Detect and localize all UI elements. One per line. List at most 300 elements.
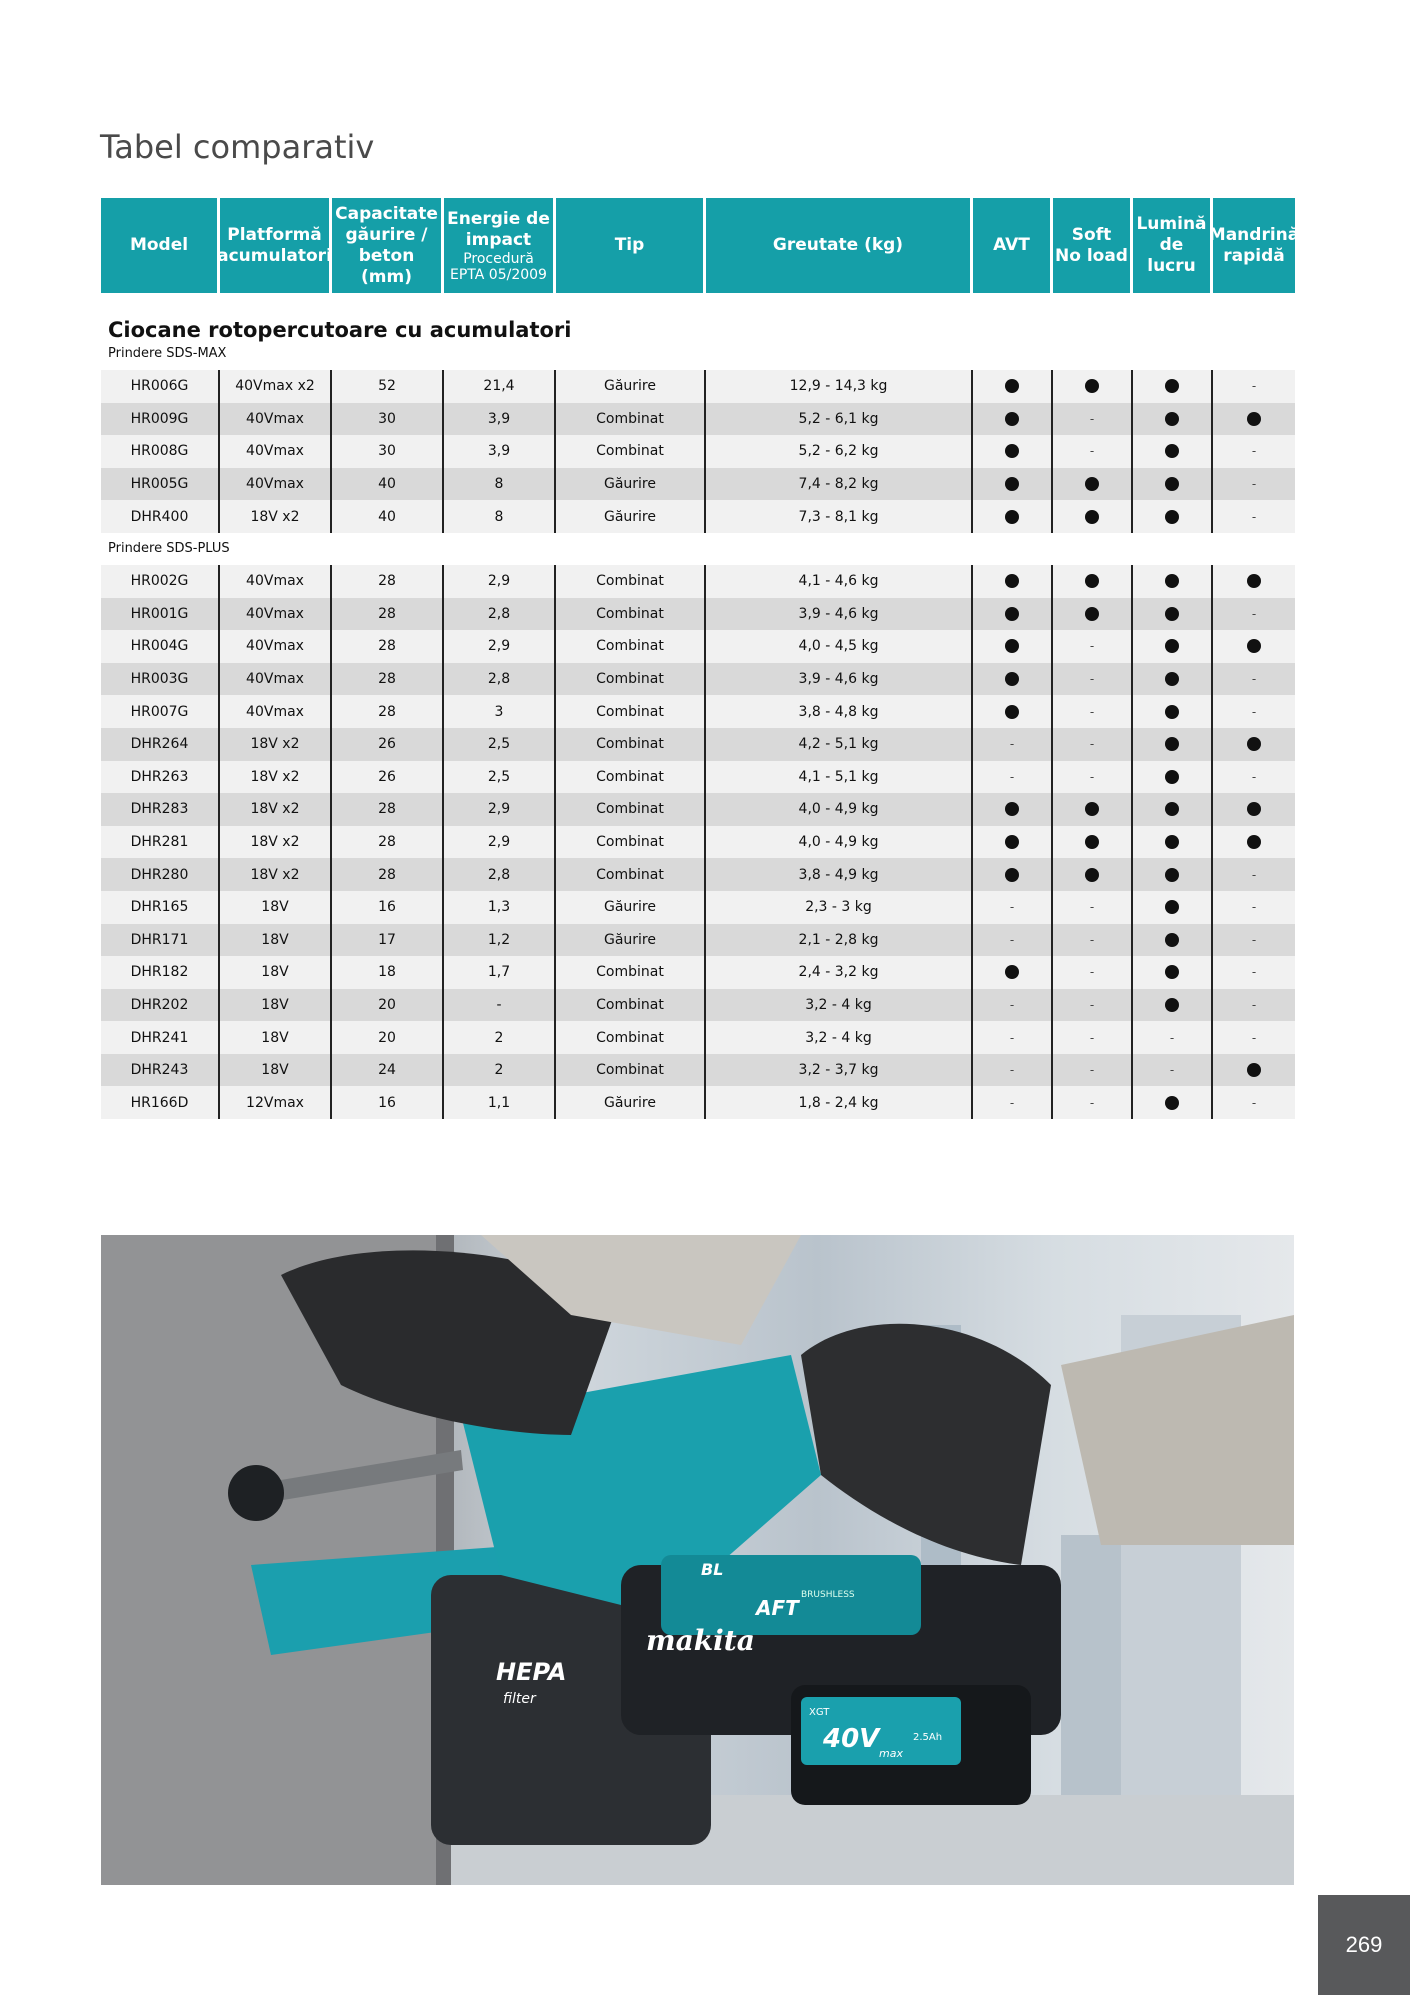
cell-light [1133, 370, 1213, 403]
cell-weight: 4,2 - 5,1 kg [706, 728, 973, 761]
cell-avt [973, 1021, 1053, 1054]
cell-soft [1053, 1054, 1133, 1087]
cell-chuck [1213, 663, 1295, 696]
feature-dot [1165, 965, 1179, 979]
cell-capacity: 30 [332, 403, 444, 436]
feature-dot [1165, 607, 1179, 621]
feature-dash: - [1251, 379, 1257, 394]
feature-dot [1165, 900, 1179, 914]
header-weight: Greutate (kg) [706, 198, 973, 293]
cell-model: HR009G [101, 403, 220, 436]
cell-model: DHR263 [101, 761, 220, 794]
cell-soft [1053, 989, 1133, 1022]
cell-light [1133, 989, 1213, 1022]
cell-energy: 3,9 [444, 403, 556, 436]
cell-soft [1053, 728, 1133, 761]
cell-platform: 40Vmax [220, 435, 332, 468]
cell-light [1133, 1021, 1213, 1054]
cell-weight: 4,0 - 4,9 kg [706, 826, 973, 859]
cell-energy: 1,3 [444, 891, 556, 924]
cell-capacity: 18 [332, 956, 444, 989]
cell-energy: 2,8 [444, 598, 556, 631]
cell-type: Combinat [556, 793, 706, 826]
cell-model: HR007G [101, 695, 220, 728]
table-row [101, 761, 1295, 794]
cell-platform: 40Vmax [220, 565, 332, 598]
cell-capacity: 52 [332, 370, 444, 403]
feature-dash: - [1251, 997, 1257, 1012]
cell-light [1133, 891, 1213, 924]
feature-dot [1165, 444, 1179, 458]
cell-light [1133, 695, 1213, 728]
cell-model: HR003G [101, 663, 220, 696]
cell-soft [1053, 761, 1133, 794]
cell-energy: 2,9 [444, 826, 556, 859]
cell-avt [973, 891, 1053, 924]
cell-chuck [1213, 403, 1295, 436]
cell-soft [1053, 370, 1133, 403]
feature-dash: - [1089, 737, 1095, 752]
cell-weight: 12,9 - 14,3 kg [706, 370, 973, 403]
cell-platform: 40Vmax [220, 630, 332, 663]
cell-avt [973, 663, 1053, 696]
cell-energy: 2,8 [444, 858, 556, 891]
feature-dot [1085, 574, 1099, 588]
cell-energy: 3,9 [444, 435, 556, 468]
cell-type: Găurire [556, 924, 706, 957]
cell-model: HR001G [101, 598, 220, 631]
table-row [101, 630, 1295, 663]
cell-weight: 2,4 - 3,2 kg [706, 956, 973, 989]
cell-platform: 40Vmax [220, 598, 332, 631]
feature-dot [1005, 868, 1019, 882]
cell-weight: 3,8 - 4,8 kg [706, 695, 973, 728]
header-soft: Soft No load [1053, 198, 1133, 293]
feature-dash: - [1251, 704, 1257, 719]
feature-dash: - [1009, 1030, 1015, 1045]
header-model: Model [101, 198, 220, 293]
cell-platform: 40Vmax x2 [220, 370, 332, 403]
cell-energy: 2 [444, 1054, 556, 1087]
cell-type: Combinat [556, 826, 706, 859]
feature-dot [1005, 510, 1019, 524]
cell-capacity: 28 [332, 858, 444, 891]
cell-type: Găurire [556, 468, 706, 501]
cell-weight: 5,2 - 6,1 kg [706, 403, 973, 436]
cell-platform: 18V [220, 924, 332, 957]
cell-chuck [1213, 728, 1295, 761]
table-header [101, 198, 1300, 293]
battery-capacity-label: 2.5Ah [913, 1732, 943, 1743]
feature-dot [1085, 607, 1099, 621]
cell-model: DHR165 [101, 891, 220, 924]
cell-avt [973, 858, 1053, 891]
cell-type: Combinat [556, 1054, 706, 1087]
cell-platform: 18V x2 [220, 761, 332, 794]
cell-platform: 18V [220, 989, 332, 1022]
cell-weight: 3,8 - 4,9 kg [706, 858, 973, 891]
cell-soft [1053, 924, 1133, 957]
feature-dash: - [1089, 639, 1095, 654]
cell-energy: 1,7 [444, 956, 556, 989]
feature-dot [1165, 412, 1179, 426]
cell-capacity: 28 [332, 826, 444, 859]
cell-platform: 18V x2 [220, 858, 332, 891]
cell-avt [973, 630, 1053, 663]
cell-type: Combinat [556, 695, 706, 728]
table-row [101, 989, 1295, 1022]
table-row [101, 1086, 1295, 1119]
feature-dash: - [1009, 769, 1015, 784]
feature-dash: - [1089, 1095, 1095, 1110]
feature-dash: - [1251, 477, 1257, 492]
feature-dot [1247, 737, 1261, 751]
cell-chuck [1213, 793, 1295, 826]
cell-energy: 2,9 [444, 793, 556, 826]
cell-platform: 18V x2 [220, 793, 332, 826]
feature-dot [1165, 802, 1179, 816]
cell-energy: 2,5 [444, 761, 556, 794]
cell-soft [1053, 1086, 1133, 1119]
cell-weight: 4,0 - 4,5 kg [706, 630, 973, 663]
cell-type: Combinat [556, 989, 706, 1022]
cell-light [1133, 728, 1213, 761]
feature-dot [1165, 672, 1179, 686]
table-row [101, 858, 1295, 891]
cell-light [1133, 630, 1213, 663]
feature-dash: - [1089, 444, 1095, 459]
cell-capacity: 28 [332, 663, 444, 696]
cell-chuck [1213, 1054, 1295, 1087]
cell-model: DHR241 [101, 1021, 220, 1054]
cell-chuck [1213, 891, 1295, 924]
feature-dash: - [1251, 867, 1257, 882]
table-row [101, 1054, 1295, 1087]
feature-dash: - [1251, 444, 1257, 459]
cell-light [1133, 924, 1213, 957]
cell-avt [973, 793, 1053, 826]
table-row [101, 1021, 1295, 1054]
cell-weight: 3,2 - 4 kg [706, 989, 973, 1022]
feature-dot [1165, 1096, 1179, 1110]
cell-model: DHR182 [101, 956, 220, 989]
aft-label: AFT [756, 1596, 799, 1620]
cell-chuck [1213, 761, 1295, 794]
cell-capacity: 26 [332, 761, 444, 794]
cell-model: HR166D [101, 1086, 220, 1119]
cell-light [1133, 826, 1213, 859]
cell-type: Găurire [556, 500, 706, 533]
table-body [101, 338, 1295, 1119]
table-row [101, 663, 1295, 696]
feature-dot [1165, 639, 1179, 653]
cell-capacity: 16 [332, 891, 444, 924]
cell-energy: 3 [444, 695, 556, 728]
feature-dot [1247, 412, 1261, 426]
feature-dot [1005, 802, 1019, 816]
cell-light [1133, 435, 1213, 468]
table-row [101, 956, 1295, 989]
cell-type: Combinat [556, 403, 706, 436]
cell-capacity: 26 [332, 728, 444, 761]
cell-model: HR004G [101, 630, 220, 663]
table-row [101, 826, 1295, 859]
cell-light [1133, 1086, 1213, 1119]
cell-model: DHR400 [101, 500, 220, 533]
feature-dash: - [1251, 769, 1257, 784]
cell-soft [1053, 663, 1133, 696]
feature-dot [1247, 574, 1261, 588]
cell-weight: 3,2 - 3,7 kg [706, 1054, 973, 1087]
feature-dash: - [1251, 1095, 1257, 1110]
cell-chuck [1213, 924, 1295, 957]
cell-model: DHR280 [101, 858, 220, 891]
cell-capacity: 40 [332, 468, 444, 501]
hepa-filter-label: filter [503, 1691, 536, 1707]
cell-soft [1053, 695, 1133, 728]
feature-dot [1005, 379, 1019, 393]
cell-light [1133, 1054, 1213, 1087]
feature-dash: - [1251, 1030, 1257, 1045]
cell-avt [973, 761, 1053, 794]
cell-type: Combinat [556, 761, 706, 794]
cell-type: Combinat [556, 435, 706, 468]
cell-type: Combinat [556, 565, 706, 598]
header-energy: Energie de impact Procedură EPTA 05/2009 [444, 198, 556, 293]
feature-dot [1165, 705, 1179, 719]
cell-weight: 7,3 - 8,1 kg [706, 500, 973, 533]
cell-weight: 3,9 - 4,6 kg [706, 663, 973, 696]
cell-avt [973, 565, 1053, 598]
cell-light [1133, 663, 1213, 696]
cell-type: Combinat [556, 598, 706, 631]
cell-avt [973, 728, 1053, 761]
group-label: Prindere SDS-PLUS [108, 540, 230, 556]
header-chuck: Mandrină rapidă [1213, 198, 1295, 293]
feature-dot [1247, 802, 1261, 816]
cell-chuck [1213, 858, 1295, 891]
cell-avt [973, 956, 1053, 989]
feature-dot [1165, 998, 1179, 1012]
cell-weight: 3,9 - 4,6 kg [706, 598, 973, 631]
cell-capacity: 28 [332, 793, 444, 826]
feature-dot [1165, 835, 1179, 849]
battery-max-label: max [879, 1747, 903, 1760]
feature-dot [1247, 639, 1261, 653]
cell-capacity: 20 [332, 989, 444, 1022]
cell-platform: 18V [220, 1021, 332, 1054]
feature-dash: - [1251, 509, 1257, 524]
feature-dash: - [1009, 932, 1015, 947]
feature-dot [1005, 444, 1019, 458]
feature-dash: - [1089, 900, 1095, 915]
feature-dot [1247, 835, 1261, 849]
feature-dot [1005, 477, 1019, 491]
cell-soft [1053, 468, 1133, 501]
cell-chuck [1213, 956, 1295, 989]
feature-dot [1005, 639, 1019, 653]
feature-dot [1005, 835, 1019, 849]
table-row [101, 891, 1295, 924]
cell-chuck [1213, 630, 1295, 663]
feature-dash: - [1089, 932, 1095, 947]
cell-weight: 2,3 - 3 kg [706, 891, 973, 924]
feature-dot [1005, 607, 1019, 621]
feature-dash: - [1169, 1063, 1175, 1078]
cell-energy: 8 [444, 468, 556, 501]
cell-capacity: 30 [332, 435, 444, 468]
cell-avt [973, 403, 1053, 436]
cell-platform: 18V x2 [220, 826, 332, 859]
cell-weight: 5,2 - 6,2 kg [706, 435, 973, 468]
feature-dot [1165, 477, 1179, 491]
cell-avt [973, 695, 1053, 728]
cell-avt [973, 598, 1053, 631]
page-number: 269 [1318, 1895, 1410, 1995]
cell-avt [973, 826, 1053, 859]
feature-dash: - [1169, 1030, 1175, 1045]
cell-type: Combinat [556, 728, 706, 761]
feature-dot [1005, 705, 1019, 719]
cell-weight: 1,8 - 2,4 kg [706, 1086, 973, 1119]
cell-chuck [1213, 1086, 1295, 1119]
cell-chuck [1213, 1021, 1295, 1054]
feature-dash: - [1089, 1063, 1095, 1078]
cell-platform: 40Vmax [220, 403, 332, 436]
feature-dash: - [1089, 672, 1095, 687]
table-row [101, 695, 1295, 728]
cell-light [1133, 761, 1213, 794]
cell-model: DHR171 [101, 924, 220, 957]
cell-model: DHR243 [101, 1054, 220, 1087]
cell-weight: 3,2 - 4 kg [706, 1021, 973, 1054]
cell-type: Găurire [556, 891, 706, 924]
cell-model: HR008G [101, 435, 220, 468]
cell-capacity: 20 [332, 1021, 444, 1054]
cell-chuck [1213, 565, 1295, 598]
cell-energy: 8 [444, 500, 556, 533]
cell-platform: 40Vmax [220, 468, 332, 501]
cell-type: Găurire [556, 1086, 706, 1119]
cell-soft [1053, 1021, 1133, 1054]
feature-dot [1165, 574, 1179, 588]
feature-dot [1165, 868, 1179, 882]
cell-platform: 40Vmax [220, 663, 332, 696]
cell-model: DHR281 [101, 826, 220, 859]
feature-dash: - [1089, 704, 1095, 719]
cell-model: DHR202 [101, 989, 220, 1022]
feature-dash: - [1251, 672, 1257, 687]
feature-dash: - [1089, 411, 1095, 426]
cell-model: DHR264 [101, 728, 220, 761]
feature-dot [1165, 933, 1179, 947]
cell-type: Combinat [556, 630, 706, 663]
cell-type: Combinat [556, 858, 706, 891]
cell-capacity: 28 [332, 565, 444, 598]
cell-weight: 4,1 - 5,1 kg [706, 761, 973, 794]
table-row [101, 598, 1295, 631]
header-avt: AVT [973, 198, 1053, 293]
feature-dash: - [1009, 737, 1015, 752]
header-light: Lumină de lucru [1133, 198, 1213, 293]
table-row [101, 565, 1295, 598]
cell-light [1133, 956, 1213, 989]
cell-platform: 18V x2 [220, 500, 332, 533]
cell-weight: 4,0 - 4,9 kg [706, 793, 973, 826]
cell-chuck [1213, 826, 1295, 859]
section-title: Ciocane rotopercutoare cu acumulatori [108, 318, 572, 342]
feature-dot [1085, 477, 1099, 491]
cell-weight: 2,1 - 2,8 kg [706, 924, 973, 957]
cell-type: Combinat [556, 956, 706, 989]
cell-model: HR002G [101, 565, 220, 598]
cell-avt [973, 989, 1053, 1022]
cell-chuck [1213, 598, 1295, 631]
cell-capacity: 40 [332, 500, 444, 533]
cell-model: DHR283 [101, 793, 220, 826]
cell-light [1133, 500, 1213, 533]
cell-weight: 4,1 - 4,6 kg [706, 565, 973, 598]
feature-dot [1085, 510, 1099, 524]
cell-soft [1053, 435, 1133, 468]
cell-capacity: 28 [332, 598, 444, 631]
cell-soft [1053, 565, 1133, 598]
cell-capacity: 28 [332, 630, 444, 663]
cell-capacity: 28 [332, 695, 444, 728]
feature-dot [1085, 835, 1099, 849]
cell-soft [1053, 598, 1133, 631]
cell-avt [973, 435, 1053, 468]
cell-light [1133, 565, 1213, 598]
cell-type: Găurire [556, 370, 706, 403]
cell-soft [1053, 630, 1133, 663]
cell-light [1133, 793, 1213, 826]
header-capacity: Capacitate găurire / beton (mm) [332, 198, 444, 293]
cell-avt [973, 924, 1053, 957]
table-row [101, 403, 1295, 436]
cell-energy: 1,1 [444, 1086, 556, 1119]
cell-soft [1053, 826, 1133, 859]
feature-dot [1165, 510, 1179, 524]
cell-chuck [1213, 435, 1295, 468]
cell-avt [973, 1086, 1053, 1119]
feature-dot [1005, 965, 1019, 979]
cell-energy: 2,9 [444, 565, 556, 598]
feature-dash: - [1089, 769, 1095, 784]
cell-energy: 2 [444, 1021, 556, 1054]
feature-dot [1005, 412, 1019, 426]
cell-chuck [1213, 370, 1295, 403]
cell-avt [973, 1054, 1053, 1087]
cell-soft [1053, 858, 1133, 891]
brand-label: makita [646, 1624, 755, 1657]
feature-dot [1085, 379, 1099, 393]
battery-xgt-label: XGT [809, 1707, 830, 1718]
feature-dash: - [1251, 606, 1257, 621]
cell-light [1133, 858, 1213, 891]
cell-energy: 2,5 [444, 728, 556, 761]
feature-dash: - [1009, 1063, 1015, 1078]
table-row [101, 793, 1295, 826]
product-photo [101, 1235, 1294, 1885]
group-label: Prindere SDS-MAX [108, 346, 227, 361]
cell-soft [1053, 500, 1133, 533]
feature-dash: - [1089, 965, 1095, 980]
cell-soft [1053, 403, 1133, 436]
feature-dot [1165, 379, 1179, 393]
table-row [101, 468, 1295, 501]
cell-chuck [1213, 989, 1295, 1022]
